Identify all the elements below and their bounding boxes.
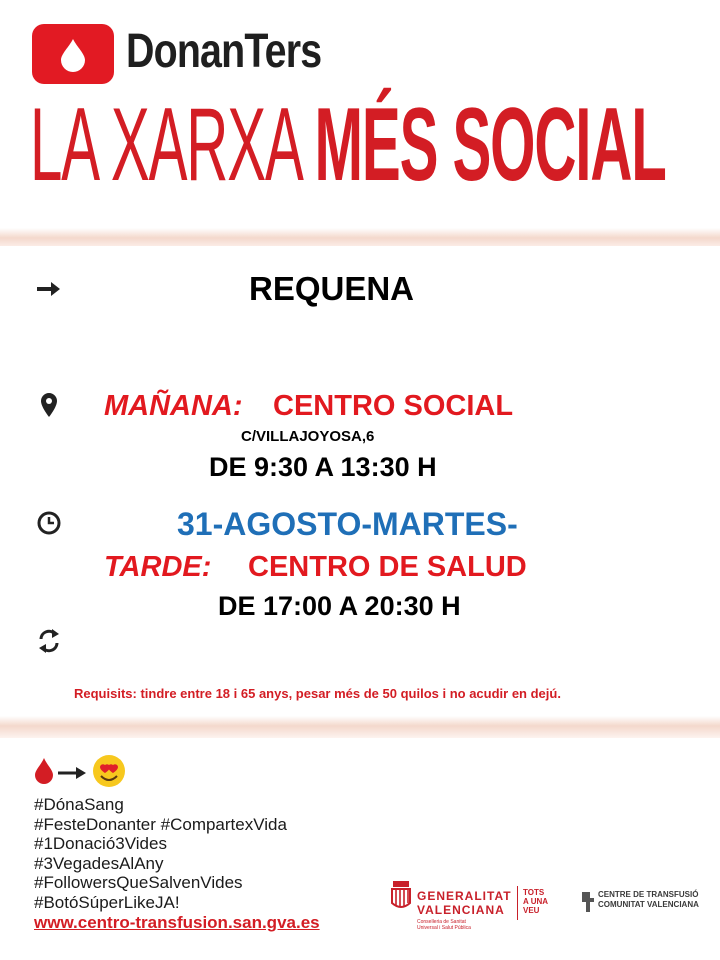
website-link[interactable]: www.centro-transfusion.san.gva.es [34,913,320,932]
tots-line1: TOTS [523,888,545,897]
ct-line2: COMUNITAT VALENCIANA [598,900,699,909]
gva-line1: GENERALITAT [417,889,512,903]
event-date: 31-AGOSTO-MARTES- [177,506,518,542]
brand-logo [32,24,114,84]
headline [30,87,666,203]
hashtag: #1Donació3Vides [34,834,167,854]
ct-line1: CENTRE DE TRANSFUSIÓ [598,890,699,899]
divider-band-bottom [0,716,720,738]
transfusion-centre-text [598,890,699,910]
hashtag: #BotóSúperLikeJA! [34,892,180,912]
hashtag: #FollowersQueSalvenVides [34,873,243,893]
map-pin-icon [34,390,64,420]
requirements-text: Requisits: tindre entre 18 i 65 anys, pesar més de 50 quilos i no acudir en dejú. [74,686,561,701]
divider-band-top [0,228,720,246]
blood-drop-icon [59,38,87,72]
arrow-right-icon [58,767,86,779]
gva-sub1: Conselleria de Sanitat [417,919,466,925]
hashtag: #FesteDonanter #CompartexVida [34,814,287,834]
brand-name: DonanTers [126,25,322,78]
tots-a-una-veu-logo [523,888,548,915]
hashtag: #DónaSang [34,795,124,814]
morning-address: C/VILLAJOYOSA,6 [241,428,375,445]
hashtag: #3VegadesAlAny [34,853,164,873]
gva-line2: VALENCIANA [417,903,505,917]
morning-hours: DE 9:30 A 13:30 H [209,452,437,482]
generalitat-crest-icon [388,877,414,917]
afternoon-venue: CENTRO DE SALUD [248,551,527,583]
tots-line2: A UNA [523,897,549,906]
generalitat-logo-text [417,889,512,917]
arrow-right-icon [34,274,64,304]
headline-part1: LA XARXA [30,87,315,203]
morning-label: MAÑANA: [104,390,243,422]
conselleria-text [417,919,471,931]
hashtag-list [34,795,364,913]
headline-part2: MÉS SOCIAL [314,87,666,203]
city-name: REQUENA [249,270,415,307]
drop-to-love-graphic [34,754,134,788]
morning-venue: CENTRO SOCIAL [273,390,514,422]
heart-eyes-emoji-icon [93,755,125,787]
afternoon-hours: DE 17:00 A 20:30 H [218,591,461,621]
blood-drop-icon [35,758,53,784]
clock-icon [34,508,64,538]
afternoon-label: TARDE: [104,551,212,583]
refresh-icon [34,626,64,656]
gva-sub2: Universal i Salut Pública [417,925,471,931]
transfusion-centre-icon [578,886,596,916]
logo-divider [517,886,518,920]
tots-line3: VEU [523,906,540,915]
